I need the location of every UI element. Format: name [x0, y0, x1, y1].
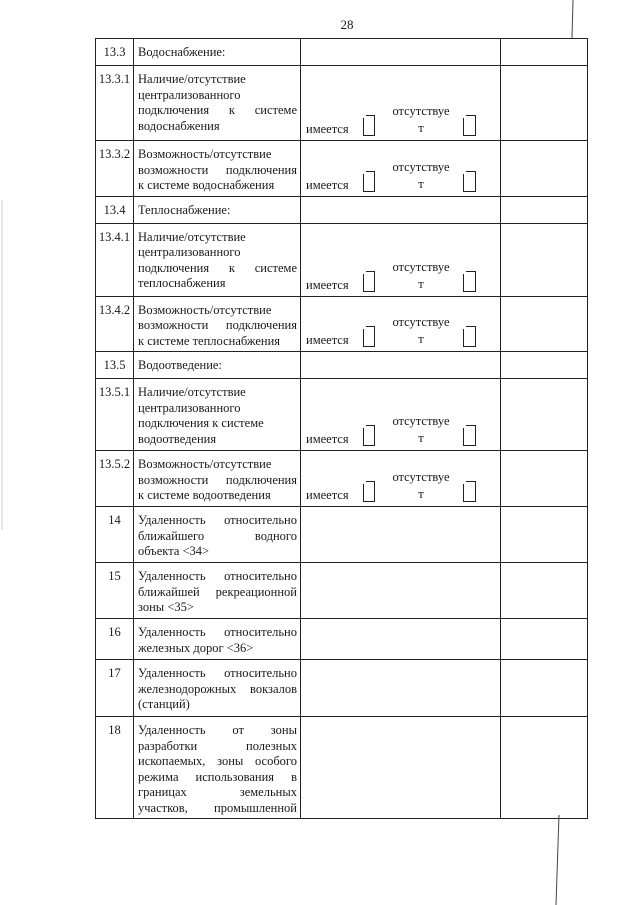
row-number: 13.5.2 [96, 451, 134, 507]
row-description [134, 296, 301, 352]
answer-cell [301, 379, 501, 451]
row-description [134, 507, 301, 563]
description-line: к системе теплоснабжения [138, 333, 281, 348]
scan-edge-line-top [572, 0, 573, 38]
description-line: централизованного [138, 245, 241, 259]
answer-cell [301, 39, 501, 66]
answer-options [306, 463, 500, 503]
description-line: теплоснабжения [138, 276, 226, 290]
description-line: возможности подключения [138, 162, 297, 177]
table-row [96, 563, 588, 619]
description-line: подключения к системе [138, 103, 297, 117]
description-line: возможности подключения [138, 318, 297, 332]
absent-label-line: отсутствуе [392, 315, 450, 329]
table-row [96, 507, 588, 563]
present-checkbox[interactable] [363, 481, 375, 502]
description-line: водоснабжения [138, 118, 220, 133]
notes-cell [501, 717, 588, 819]
description-line: водоотведения [138, 431, 217, 446]
table-row [96, 141, 588, 197]
table-row [96, 66, 588, 141]
description-line: Удаленность относительно [138, 513, 297, 527]
table-row [96, 717, 588, 819]
description-line: границах земельных [138, 785, 297, 799]
notes-cell [501, 141, 588, 197]
row-description [134, 660, 301, 717]
answer-cell [301, 660, 501, 717]
absent-label-line: отсутствуе [392, 159, 450, 174]
table-row [96, 296, 588, 352]
answer-options [306, 153, 500, 193]
notes-cell [501, 296, 588, 352]
description-line: Наличие/отсутствие [138, 229, 246, 244]
table-row [96, 619, 588, 660]
answer-cell [301, 141, 501, 197]
row-description [134, 451, 301, 507]
description-line: зоны <35> [138, 600, 194, 614]
absent-label-line: отсутствуе [392, 259, 450, 274]
notes-cell [501, 379, 588, 451]
row-description [134, 141, 301, 197]
absent-label-line: т [418, 276, 424, 291]
notes-cell [501, 223, 588, 296]
absent-label-line: отсутствуе [392, 470, 450, 484]
row-description [134, 66, 301, 141]
row-description [134, 379, 301, 451]
answer-cell [301, 451, 501, 507]
answer-cell [301, 717, 501, 819]
table-row [96, 223, 588, 296]
description-line: ископаемых, зоны особого [138, 754, 297, 768]
description-line: к системе водоотведения [138, 488, 271, 502]
description-line: железнодорожных вокзалов [138, 681, 297, 696]
absent-label-line: т [418, 121, 424, 135]
answer-cell [301, 66, 501, 141]
absent-label-line: т [418, 431, 424, 445]
absent-checkbox[interactable] [463, 425, 476, 446]
description-line: Наличие/отсутствие [138, 385, 246, 399]
description-line: Водоснабжение: [138, 45, 226, 59]
absent-label-line: т [418, 487, 424, 501]
description-line: ближайшей рекреационной [138, 584, 297, 599]
description-line: централизованного [138, 400, 241, 415]
absent-label [388, 469, 454, 503]
answer-options [306, 253, 500, 293]
description-line: Удаленность относительно [138, 569, 297, 583]
present-label: имеется [306, 277, 349, 292]
row-number: 16 [96, 619, 134, 660]
description-line: Возможность/отсутствие [138, 457, 272, 471]
description-line: Возможность/отсутствие [138, 302, 272, 317]
scan-edge-line-bottom [556, 815, 559, 905]
row-description [134, 563, 301, 619]
answer-cell [301, 563, 501, 619]
description-line: к системе водоснабжения [138, 178, 275, 192]
row-number: 13.5 [96, 352, 134, 379]
description-line: Удаленность относительно [138, 666, 297, 680]
description-line: (станций) [138, 697, 190, 711]
present-checkbox[interactable] [363, 115, 375, 136]
absent-label-line: т [418, 176, 424, 191]
row-number: 14 [96, 507, 134, 563]
description-line: централизованного [138, 87, 241, 102]
absent-checkbox[interactable] [463, 115, 476, 136]
absent-label-line: т [418, 332, 424, 346]
absent-label [388, 314, 454, 348]
description-line: Удаленность относительно [138, 625, 297, 639]
answer-cell [301, 352, 501, 379]
absent-label-line: отсутствуе [392, 104, 450, 118]
description-line: Удаленность от зоны [138, 723, 297, 737]
description-line: участков, промышленной [138, 800, 297, 815]
description-line: Возможность/отсутствие [138, 147, 272, 161]
page-number: 28 [340, 17, 354, 32]
table-row [96, 660, 588, 717]
description-line: разработки полезных [138, 738, 297, 753]
notes-cell [501, 660, 588, 717]
form-table [95, 38, 588, 819]
present-label: имеется [306, 122, 349, 136]
table-row [96, 451, 588, 507]
description-line: железных дорог <36> [138, 640, 254, 655]
row-number: 13.4.1 [96, 223, 134, 296]
notes-cell [501, 451, 588, 507]
row-description [134, 717, 301, 819]
present-label: имеется [306, 488, 349, 502]
absent-checkbox[interactable] [463, 481, 476, 502]
absent-checkbox[interactable] [463, 171, 476, 192]
table-row [96, 39, 588, 66]
description-line: ближайшего водного [138, 528, 297, 543]
row-number: 15 [96, 563, 134, 619]
present-checkbox[interactable] [363, 271, 375, 292]
absent-label [388, 103, 454, 137]
table-row [96, 196, 588, 223]
description-line: Теплоснабжение: [138, 202, 231, 217]
present-label: имеется [306, 333, 349, 347]
answer-options [306, 407, 500, 447]
row-number: 13.5.1 [96, 379, 134, 451]
absent-label-line: отсутствуе [392, 414, 450, 428]
description-line: объекта <34> [138, 544, 210, 558]
answer-cell [301, 619, 501, 660]
notes-cell [501, 39, 588, 66]
present-label: имеется [306, 177, 349, 192]
answer-cell [301, 507, 501, 563]
notes-cell [501, 66, 588, 141]
row-number: 13.4.2 [96, 296, 134, 352]
present-label: имеется [306, 432, 349, 446]
row-description [134, 352, 301, 379]
absent-label [388, 413, 454, 447]
description-line: возможности подключения [138, 472, 297, 487]
row-number: 17 [96, 660, 134, 717]
row-number: 13.3.2 [96, 141, 134, 197]
answer-options [306, 97, 500, 137]
row-number: 18 [96, 717, 134, 819]
description-line: Водоотведение: [138, 358, 222, 372]
absent-checkbox[interactable] [463, 271, 476, 292]
description-line: режима использования в [138, 769, 297, 784]
row-number: 13.4 [96, 196, 134, 223]
present-checkbox[interactable] [363, 326, 375, 347]
row-description [134, 39, 301, 66]
answer-cell [301, 223, 501, 296]
description-line: Наличие/отсутствие [138, 72, 246, 86]
row-number: 13.3 [96, 39, 134, 66]
row-description [134, 196, 301, 223]
absent-checkbox[interactable] [463, 326, 476, 347]
row-description [134, 619, 301, 660]
notes-cell [501, 619, 588, 660]
notes-cell [501, 507, 588, 563]
present-checkbox[interactable] [363, 425, 375, 446]
description-line: подключения к системе [138, 260, 297, 275]
notes-cell [501, 352, 588, 379]
row-number: 13.3.1 [96, 66, 134, 141]
table-body [96, 39, 588, 819]
table-row [96, 379, 588, 451]
absent-label [388, 159, 454, 193]
description-line: подключения к системе [138, 416, 264, 430]
answer-options [306, 308, 500, 348]
absent-label [388, 259, 454, 293]
notes-cell [501, 563, 588, 619]
row-description [134, 223, 301, 296]
present-checkbox[interactable] [363, 171, 375, 192]
answer-cell [301, 296, 501, 352]
answer-cell [301, 196, 501, 223]
table-row [96, 352, 588, 379]
notes-cell [501, 196, 588, 223]
